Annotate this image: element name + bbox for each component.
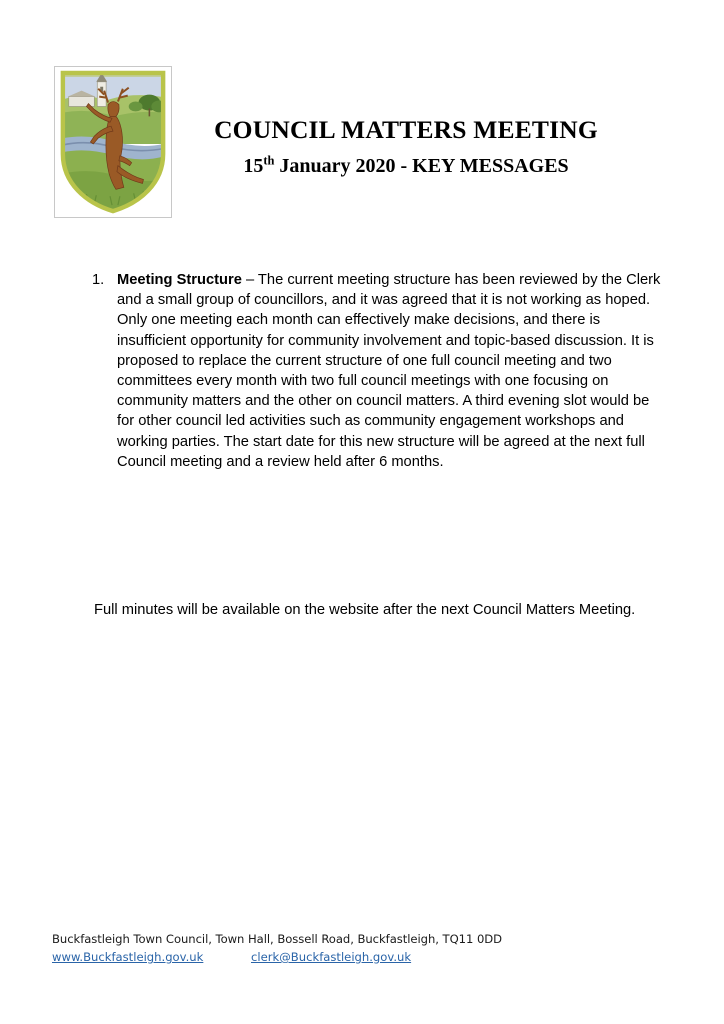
list-item-heading: Meeting Structure: [117, 272, 242, 288]
coat-of-arms-crest: [54, 66, 172, 218]
coat-of-arms-icon: [55, 67, 171, 217]
list-item-text: – The current meeting structure has been reviewed by the Clerk and a small group of councillors, and it was agreed that it is not working as hoped. Only one meeting each month can effectively make decisions, and there is insufficient opportunity for community involvement and topic-based discussion. It is proposed to replace the current structure of one full council meeting and two committees every month with two full council meetings with one focusing on community matters and the other on council matters. A third evening slot would be for other council led activities such as community engagement workshops and working parties. The start date for this new structure will be agreed at the next full Council meeting and a review held after 6 months.: [117, 272, 661, 470]
document-footer: [52, 931, 672, 966]
closing-note: Full minutes will be available on the website after the next Council Matters Meeting.: [94, 602, 636, 618]
website-link[interactable]: www.Buckfastleigh.gov.uk: [52, 950, 204, 964]
list-item: [92, 270, 662, 472]
footer-links: [52, 949, 672, 966]
document-body: [0, 270, 724, 472]
subtitle-ordinal: th: [263, 153, 275, 168]
title-group: [196, 115, 616, 178]
page-title: COUNCIL MATTERS MEETING: [214, 115, 598, 144]
subtitle-rest: January 2020 - KEY MESSAGES: [274, 155, 569, 178]
footer-address: Buckfastleigh Town Council, Town Hall, Bossell Road, Buckfastleigh, TQ11 0DD: [52, 932, 503, 946]
list-item-number: 1.: [92, 272, 105, 288]
document-header: [0, 66, 724, 221]
page-subtitle: [196, 154, 616, 178]
subtitle-day: 15: [243, 155, 264, 178]
email-link[interactable]: clerk@Buckfastleigh.gov.uk: [251, 950, 412, 964]
